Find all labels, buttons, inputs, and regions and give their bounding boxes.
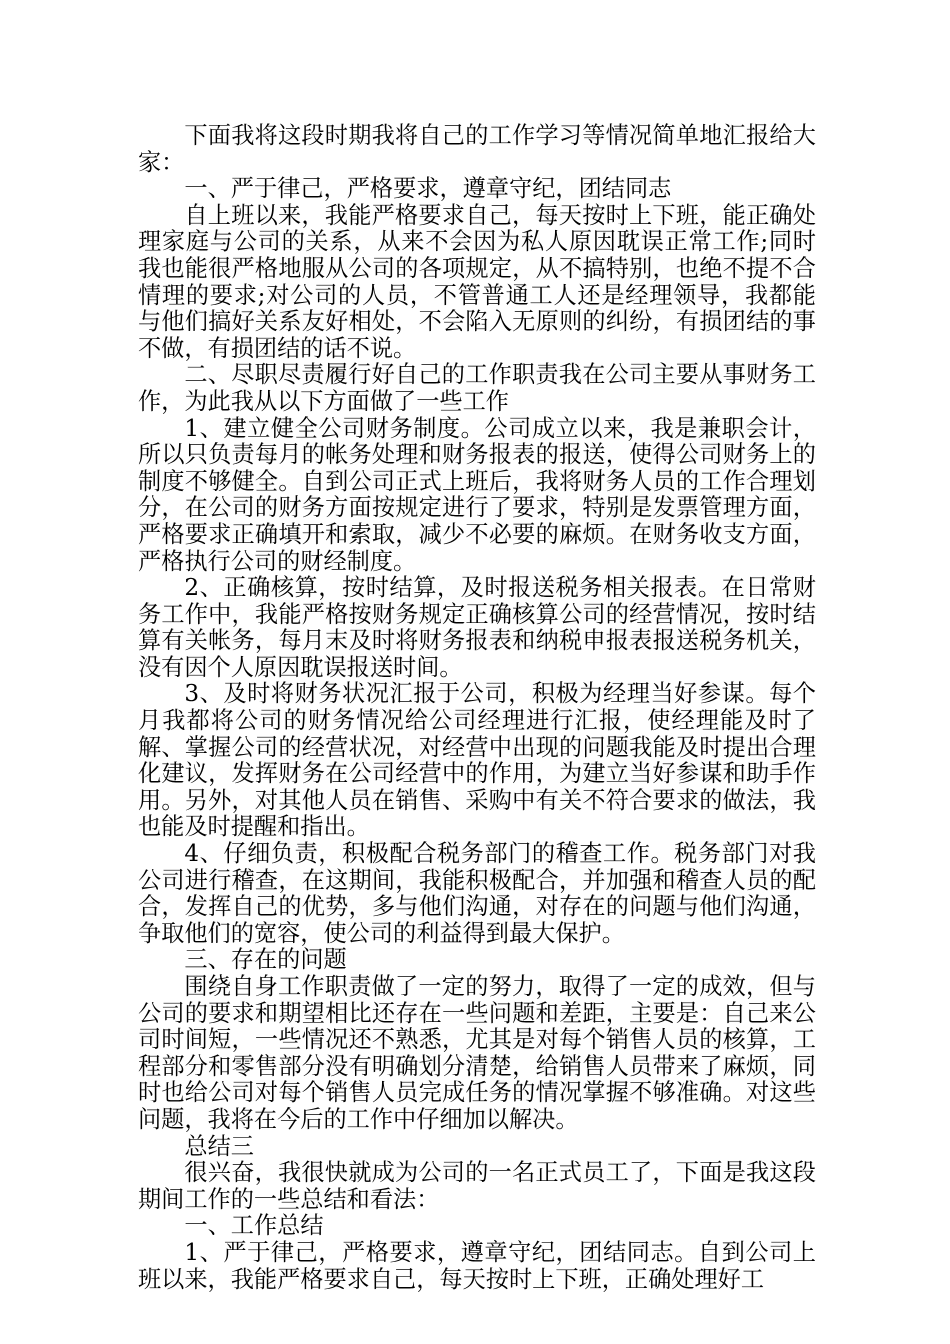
document-body: [138, 123, 816, 1293]
paragraph-discipline: 自上班以来，我能严格要求自己，每天按时上下班，能正确处理家庭与公司的关系，从来不会因为私人原因耽误正常工作;同时我也能很严格地服从公司的各项规定，从不搞特别，也绝不提不合情理的要求;对公司的人员，不管普通工人还是经理领导，我都能与他们搞好关系友好相处，不会陷入无原则的纠纷，有损团结的事不做，有损团结的话不说。: [138, 201, 816, 362]
paragraph-summary-item-1: 1、严于律己，严格要求，遵章守纪，团结同志。自到公司上班以来，我能严格要求自己，每天按时上下班，正确处理好工: [138, 1238, 816, 1293]
heading-section-1: 一、严于律己，严格要求，遵章守纪，团结同志: [184, 175, 672, 203]
paragraph-problems: 围绕自身工作职责做了一定的努力，取得了一定的成效，但与公司的要求和期望相比还存在一些问题和差距，主要是：自己来公司时间短，一些情况还不熟悉，尤其是对每个销售人员的核算，工程部分和零售部分没有明确划分清楚，给销售人员带来了麻烦，同时也给公司对每个销售人员完成任务的情况掌握不够准确。对这些问题，我将在今后的工作中仔细加以解决。: [138, 973, 816, 1133]
heading-work-summary: 一、工作总结: [184, 1212, 324, 1240]
heading-summary-3: 总结三: [184, 1132, 254, 1160]
paragraph-item-4: 4、仔细负责，积极配合税务部门的稽查工作。税务部门对我公司进行稽查，在这期间，我能积极配合，并加强和稽查人员的配合，发挥自己的优势，多与他们沟通，对存在的问题与他们沟通，争取他们的宽容，使公司的利益得到最大保护。: [138, 840, 816, 947]
heading-section-3: 三、存在的问题: [184, 946, 347, 974]
paragraph-item-1: 1、建立健全公司财务制度。公司成立以来，我是兼职会计，所以只负责每月的帐务处理和财务报表的报送，使得公司财务上的制度不够健全。自到公司正式上班后，我将财务人员的工作合理划分，在公司的财务方面按规定进行了要求，特别是发票管理方面，严格要求正确填开和索取，减少不必要的麻烦。在财务收支方面，严格执行公司的财经制度。: [138, 414, 816, 575]
paragraph-intro: 下面我将这段时期我将自己的工作学习等情况简单地汇报给大家：: [138, 122, 816, 176]
heading-section-2: 二、尽职尽责履行好自己的工作职责我在公司主要从事财务工作，为此我从以下方面做了一些工作: [138, 361, 816, 415]
paragraph-item-3: 3、及时将财务状况汇报于公司，积极为经理当好参谋。每个月我都将公司的财务情况给公司经理进行汇报，使经理能及时了解、掌握公司的经营状况，对经营中出现的问题我能及时提出合理化建议，发挥财务在公司经营中的作用，为建立当好参谋和助手作用。另外，对其他人员在销售、采购中有关不符合要求的做法，我也能及时提醒和指出。: [138, 680, 816, 841]
paragraph-summary-intro: 很兴奋，我很快就成为公司的一名正式员工了，下面是我这段期间工作的一些总结和看法：: [138, 1159, 816, 1213]
paragraph-item-2: 2、正确核算，按时结算，及时报送税务相关报表。在日常财务工作中，我能严格按财务规定正确核算公司的经营情况，按时结算有关帐务，每月末及时将财务报表和纳税申报表报送税务机关，没有因个人原因耽误报送时间。: [138, 574, 816, 681]
